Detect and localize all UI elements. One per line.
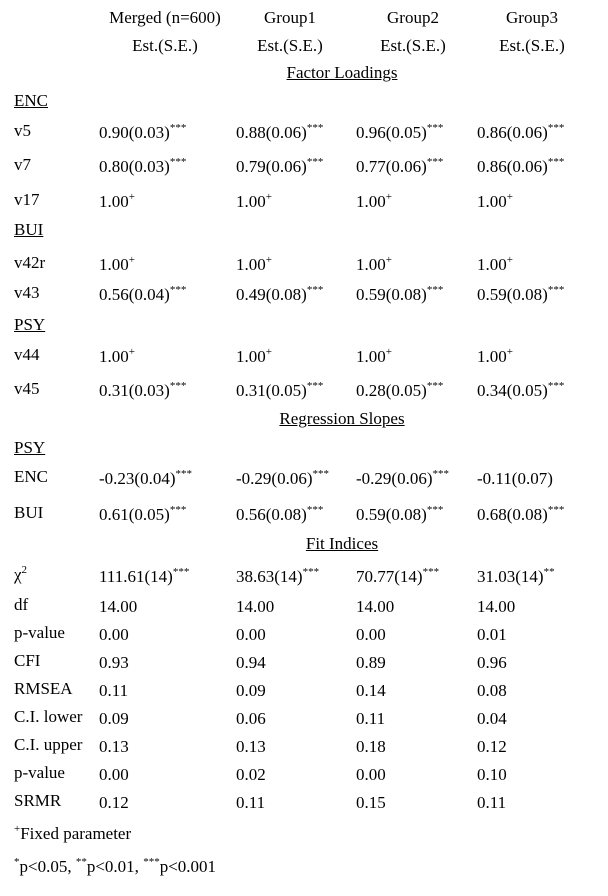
table-cell: 1.00+ <box>99 346 135 366</box>
table-cell: 0.13 <box>99 737 129 756</box>
table-cell: 0.09 <box>99 709 129 728</box>
row-label: RMSEA <box>14 679 73 698</box>
table-cell: 31.03(14)** <box>477 566 555 586</box>
table-cell: 0.93 <box>99 653 129 672</box>
footnote-fixed-parameter: +Fixed parameter <box>14 823 132 843</box>
table-cell: 0.01 <box>477 625 507 644</box>
table-cell: 0.86(0.06)*** <box>477 122 565 142</box>
table-cell: 0.61(0.05)*** <box>99 504 187 524</box>
column-subheader-group2: Est.(S.E.) <box>380 36 446 55</box>
table-cell: 14.00 <box>477 597 516 616</box>
table-cell: 0.34(0.05)*** <box>477 380 565 400</box>
table-cell: 0.12 <box>477 737 507 756</box>
table-cell: 0.12 <box>99 793 129 812</box>
table-cell: 0.31(0.03)*** <box>99 380 187 400</box>
row-label: v17 <box>14 190 40 209</box>
table-cell: -0.29(0.06)*** <box>236 468 329 488</box>
row-label: v44 <box>14 345 40 364</box>
table-cell: 1.00+ <box>236 346 272 366</box>
table-cell: 0.90(0.03)*** <box>99 122 187 142</box>
table-cell: 0.80(0.03)*** <box>99 156 187 176</box>
footnote-significance: *p<0.05, **p<0.01, ***p<0.001 <box>14 856 217 876</box>
table-cell: 0.02 <box>236 765 266 784</box>
table-cell: 0.13 <box>236 737 266 756</box>
table-cell: 1.00+ <box>356 191 392 211</box>
table-cell: 0.86(0.06)*** <box>477 156 565 176</box>
table-cell: 0.00 <box>356 765 386 784</box>
row-label: v7 <box>14 155 31 174</box>
table-cell: 0.10 <box>477 765 507 784</box>
group-label: PSY <box>14 438 46 457</box>
table-cell: 0.59(0.08)*** <box>356 504 444 524</box>
row-label: v45 <box>14 379 40 398</box>
row-label: $\chi^2$ <box>14 564 28 584</box>
table-cell: 0.08 <box>477 681 507 700</box>
table-cell: 0.31(0.05)*** <box>236 380 324 400</box>
row-label: v43 <box>14 283 40 302</box>
table-cell: 0.18 <box>356 737 386 756</box>
group-label: PSY <box>14 315 46 334</box>
row-label: C.I. upper <box>14 735 83 754</box>
row-label: ENC <box>14 467 48 486</box>
table-cell: 0.68(0.08)*** <box>477 504 565 524</box>
row-label: v42r <box>14 253 46 272</box>
table-cell: 0.06 <box>236 709 266 728</box>
table-cell: 0.88(0.06)*** <box>236 122 324 142</box>
table-cell: 70.77(14)*** <box>356 566 440 586</box>
row-label: CFI <box>14 651 41 670</box>
table-cell: -0.23(0.04)*** <box>99 468 192 488</box>
row-label: p-value <box>14 763 65 782</box>
row-label: SRMR <box>14 791 62 810</box>
column-header-merged: Merged (n=600) <box>109 8 221 27</box>
table-cell: 1.00+ <box>477 346 513 366</box>
table-cell: 14.00 <box>356 597 395 616</box>
column-subheader-merged: Est.(S.E.) <box>132 36 198 55</box>
section-title-fit-indices: Fit Indices <box>305 534 379 553</box>
table-cell: -0.11(0.07) <box>477 469 553 488</box>
table-cell: 0.00 <box>356 625 386 644</box>
row-label: p-value <box>14 623 65 642</box>
table-cell: 1.00+ <box>236 191 272 211</box>
table-cell: 0.00 <box>99 625 129 644</box>
table-cell: 0.94 <box>236 653 266 672</box>
row-label: df <box>14 595 29 614</box>
column-header-group3: Group3 <box>506 8 558 27</box>
table-cell: 111.61(14)*** <box>99 566 190 586</box>
row-label: C.I. lower <box>14 707 83 726</box>
table-cell: 0.56(0.08)*** <box>236 504 324 524</box>
table-cell: -0.29(0.06)*** <box>356 468 449 488</box>
table-cell: 1.00+ <box>99 254 135 274</box>
table-cell: 1.00+ <box>236 254 272 274</box>
table-cell: 0.77(0.06)*** <box>356 156 444 176</box>
column-header-group1: Group1 <box>264 8 316 27</box>
column-header-group2: Group2 <box>387 8 439 27</box>
table-cell: 0.59(0.08)*** <box>477 284 565 304</box>
table-cell: 0.96 <box>477 653 507 672</box>
table-cell: 0.89 <box>356 653 386 672</box>
table-cell: 1.00+ <box>356 254 392 274</box>
group-label: BUI <box>14 220 44 239</box>
row-label: v5 <box>14 121 31 140</box>
table-cell: 0.56(0.04)*** <box>99 284 187 304</box>
table-cell: 0.04 <box>477 709 507 728</box>
table-cell: 0.00 <box>99 765 129 784</box>
table-cell: 0.00 <box>236 625 266 644</box>
table-cell: 14.00 <box>99 597 138 616</box>
group-label: ENC <box>14 91 48 110</box>
table-cell: 0.09 <box>236 681 266 700</box>
section-title-factor-loadings: Factor Loadings <box>286 63 398 82</box>
table-cell: 0.11 <box>99 681 129 700</box>
row-label: BUI <box>14 503 44 522</box>
table-cell: 0.79(0.06)*** <box>236 156 324 176</box>
table-cell: 0.11 <box>236 793 266 812</box>
table-cell: 0.11 <box>477 793 507 812</box>
table-cell: 14.00 <box>236 597 275 616</box>
table-cell: 38.63(14)*** <box>236 566 320 586</box>
table-cell: 1.00+ <box>356 346 392 366</box>
table-cell: 1.00+ <box>477 191 513 211</box>
table-cell: 1.00+ <box>477 254 513 274</box>
table-cell: 0.28(0.05)*** <box>356 380 444 400</box>
table-cell: 0.49(0.08)*** <box>236 284 324 304</box>
table-cell: 0.14 <box>356 681 386 700</box>
table-cell: 1.00+ <box>99 191 135 211</box>
column-subheader-group1: Est.(S.E.) <box>257 36 323 55</box>
table-cell: 0.96(0.05)*** <box>356 122 444 142</box>
section-title-regression-slopes: Regression Slopes <box>279 409 405 428</box>
table-cell: 0.15 <box>356 793 386 812</box>
column-subheader-group3: Est.(S.E.) <box>499 36 565 55</box>
table-cell: 0.59(0.08)*** <box>356 284 444 304</box>
table-cell: 0.11 <box>356 709 386 728</box>
